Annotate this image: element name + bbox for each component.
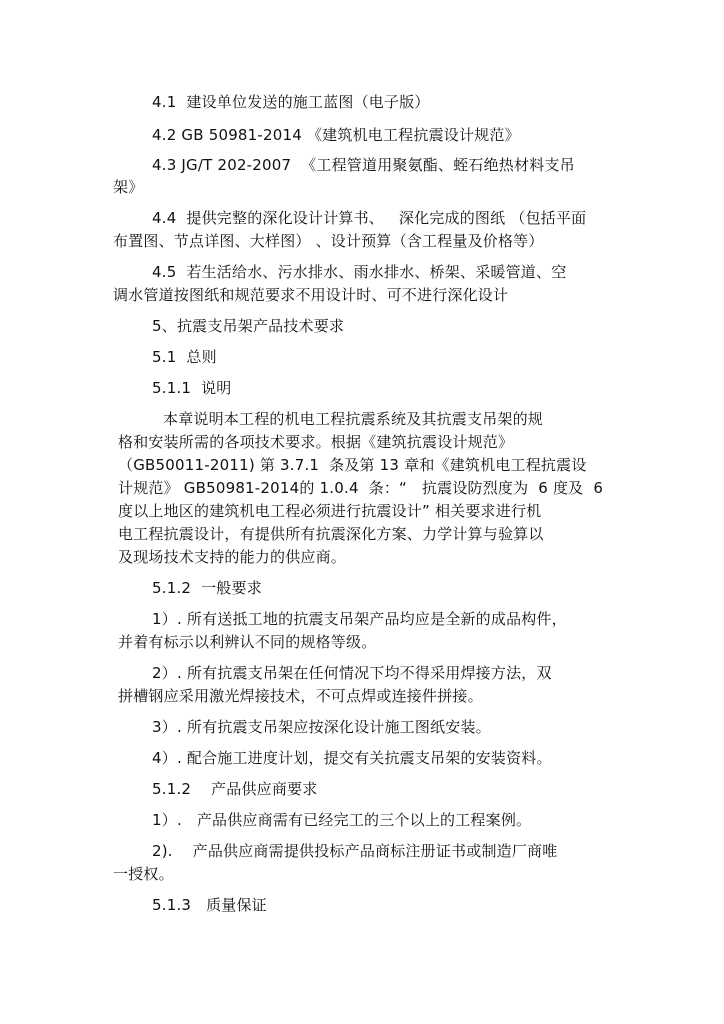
item-4-5-line-1: 4.5 若生活给水、污水排水、雨水排水、桥架、采暖管道、空 <box>152 263 567 281</box>
supplier-item-2-line-1: 2). 产品供应商需提供投标产品商标注册证书或制造厂商唯 <box>152 842 558 860</box>
section-5-heading: 5、抗震支吊架产品技术要求 <box>152 317 345 335</box>
paragraph-line-7: 及现场技术支持的能力的供应商。 <box>118 548 347 566</box>
requirement-2-line-2: 拼槽钢应采用激光焊接技术，不可点焊或连接件拼接。 <box>118 687 483 705</box>
item-4-4-line-2: 布置图、节点详图、大样图） 、设计预算（含工程量及价格等） <box>113 232 544 250</box>
item-4-3-line-2: 架》 <box>113 178 144 196</box>
section-5-1-3-heading: 5.1.3 质量保证 <box>152 896 267 914</box>
requirement-1-line-1: 1）. 所有送抵工地的抗震支吊架产品均应是全新的成品构件， <box>152 610 567 628</box>
section-5-1-heading: 5.1 总则 <box>152 348 217 366</box>
supplier-item-2-line-2: 一授权。 <box>113 865 174 883</box>
paragraph-line-4: 计规范》 GB50981-2014的 1.0.4 条：“ 抗震设防烈度为 6 度及 6 <box>118 479 604 497</box>
item-4-3-line-1: 4.3 JG/T 202-2007 《工程管道用聚氨酯、蛭石绝热材料支吊 <box>152 156 575 174</box>
paragraph-line-6: 电工程抗震设计，有提供所有抗震深化方案、力学计算与验算以 <box>118 525 544 543</box>
section-5-1-1-heading: 5.1.1 说明 <box>152 379 232 397</box>
requirement-2-line-1: 2）. 所有抗震支吊架在任何情况下均不得采用焊接方法，双 <box>152 664 552 682</box>
requirement-1-line-2: 并着有标示以利辨认不同的规格等级。 <box>118 633 377 651</box>
paragraph-line-2: 格和安装所需的各项技术要求。根据《建筑抗震设计规范》 <box>118 433 514 451</box>
paragraph-line-3: （GB50011-2011) 第 3.7.1 条及第 13 章和《建筑机电工程抗震设 <box>118 456 587 474</box>
supplier-item-1: 1）. 产品供应商需有已经完工的三个以上的工程案例。 <box>152 811 532 829</box>
paragraph-line-1: 本章说明本工程的机电工程抗震系统及其抗震支吊架的规 <box>163 410 544 428</box>
paragraph-line-5: 度以上地区的建筑机电工程必须进行抗震设计” 相关要求进行机 <box>118 502 542 520</box>
item-4-2: 4.2 GB 50981-2014 《建筑机电工程抗震设计规范》 <box>152 126 520 144</box>
item-4-5-line-2: 调水管道按图纸和规范要求不用设计时、可不进行深化设计 <box>113 286 509 304</box>
requirement-4: 4）. 配合施工进度计划，提交有关抗震支吊架的安装资料。 <box>152 749 552 767</box>
item-4-1: 4.1 建设单位发送的施工蓝图（电子版） <box>152 93 430 111</box>
item-4-4-line-1: 4.4 提供完整的深化设计计算书、 深化完成的图纸 （包括平面 <box>152 209 587 227</box>
section-5-1-2-heading: 5.1.2 一般要求 <box>152 579 262 597</box>
section-supplier-heading: 5.1.2 产品供应商要求 <box>152 780 318 798</box>
requirement-3: 3）. 所有抗震支吊架应按深化设计施工图纸安装。 <box>152 718 491 736</box>
